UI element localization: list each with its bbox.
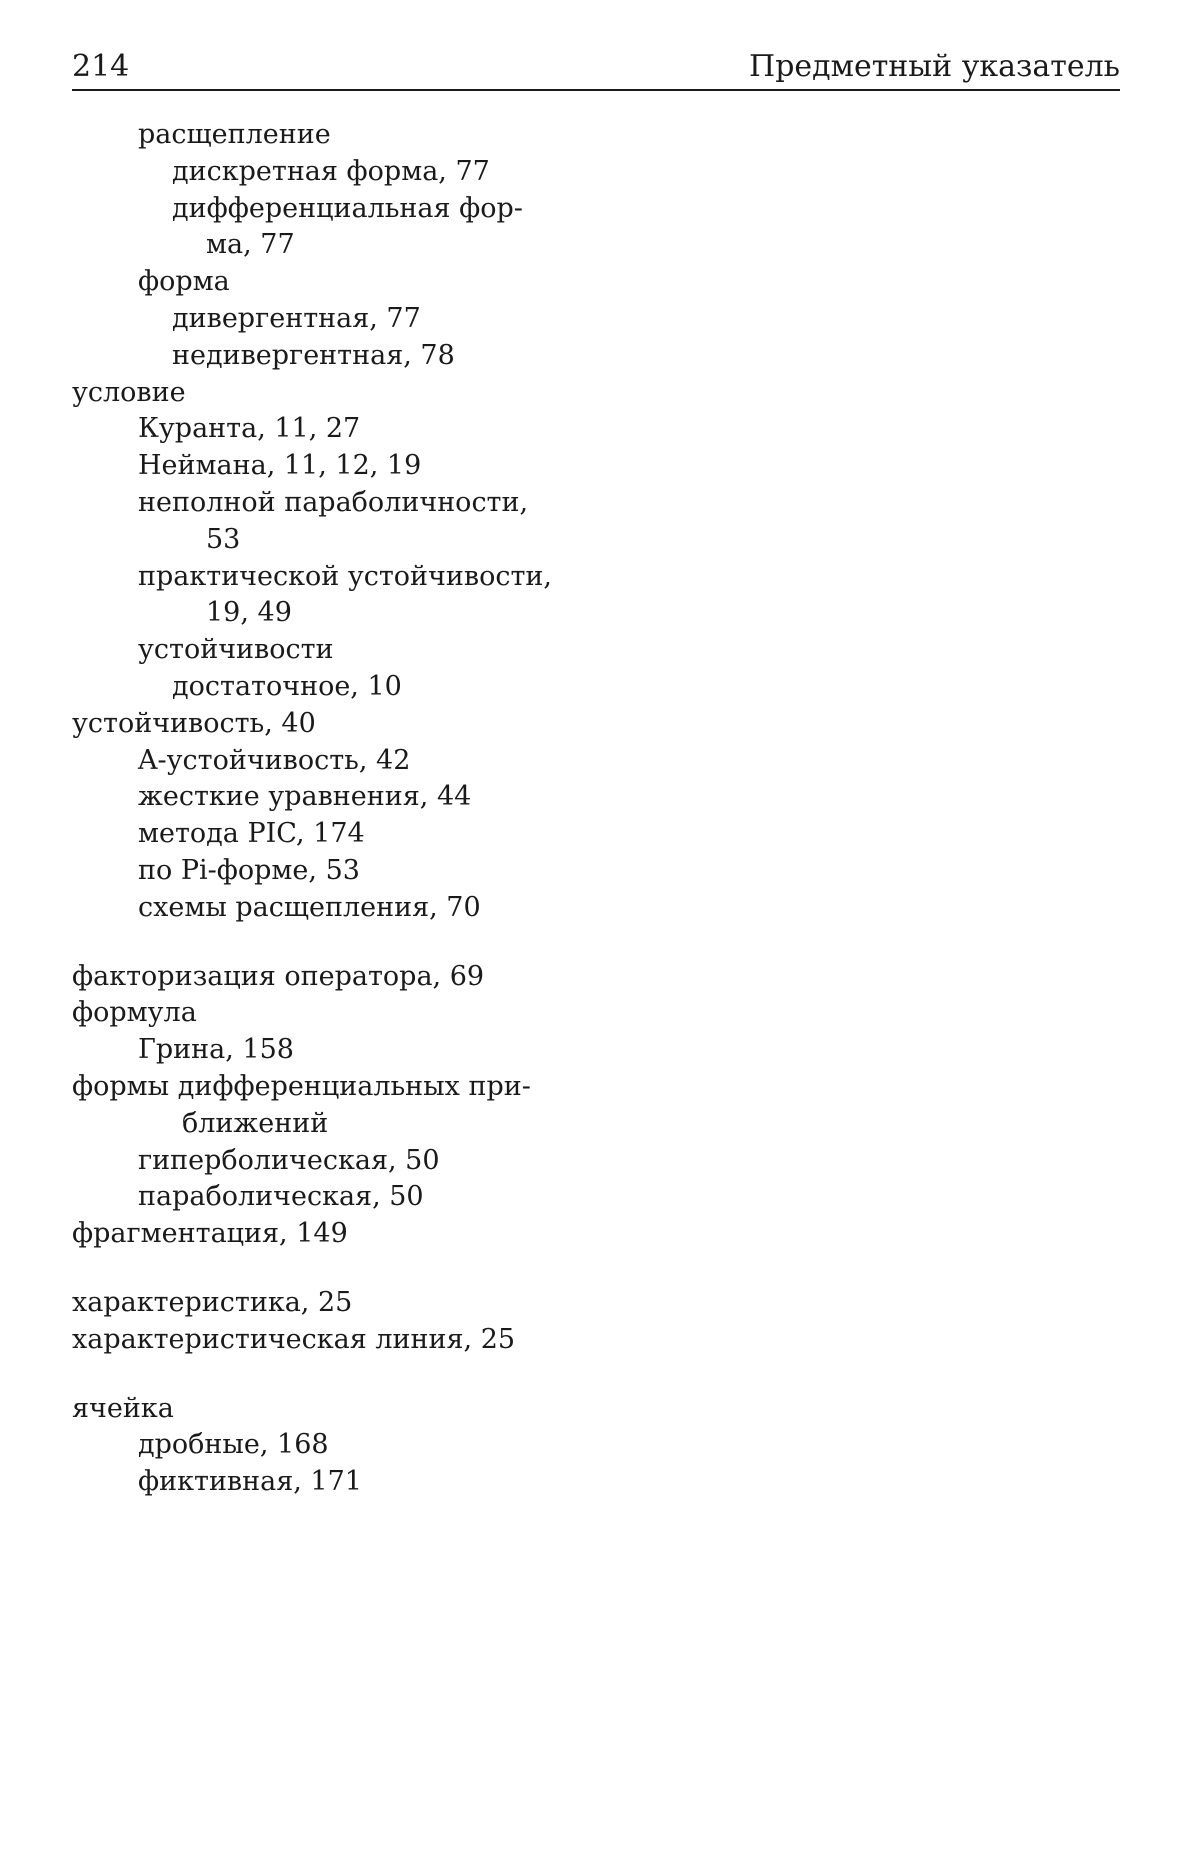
index-entry-level-0: формула	[72, 997, 197, 1029]
index-entry-level-0: условие	[72, 376, 186, 408]
index-entry-level-2: дивергентная, 77	[172, 302, 421, 334]
index-entry-continuation: ма, 77	[206, 229, 295, 261]
letter-group-gap	[72, 1359, 552, 1391]
index-entry-level-1: параболическая, 50	[138, 1181, 424, 1213]
index-entry-level-2: дифференциальная фор-	[172, 192, 523, 224]
index-entry-level-1: схемы расщепления, 70	[138, 891, 481, 923]
index-entry-level-1: неполной параболичности,	[138, 486, 529, 518]
index-entry-continuation: 53	[206, 523, 241, 555]
index-entry-level-1: Грина, 158	[138, 1034, 294, 1066]
index-entry-level-1: метода PIC, 174	[138, 818, 365, 850]
index-entry-level-1: практической устойчивости,	[138, 560, 552, 592]
index-entry-level-1: устойчивости	[138, 634, 334, 666]
page-header	[72, 44, 1120, 90]
index-entry-continuation: ближений	[182, 1107, 329, 1139]
index-entry-level-2: дискретная форма, 77	[172, 155, 490, 187]
index-entry-level-1: расщепление	[138, 119, 331, 150]
letter-group-gap	[72, 1253, 552, 1285]
index-entry-level-1: дробные, 168	[138, 1429, 329, 1461]
index-entry-level-1: фиктивная, 171	[138, 1466, 362, 1498]
index-entry-level-0: фрагментация, 149	[72, 1218, 348, 1250]
index-entry-level-0: ячейка	[72, 1392, 174, 1424]
index-entry-level-1: форма	[138, 266, 230, 298]
index-entry-level-1: жесткие уравнения, 44	[138, 781, 472, 813]
index-entry-level-2: недивергентная, 78	[172, 339, 455, 371]
index-entry-level-2: достаточное, 10	[172, 670, 402, 702]
letter-group-gap	[72, 927, 552, 959]
index-entry-level-1: Куранта, 11, 27	[138, 413, 361, 445]
index-entry-continuation: 19, 49	[206, 597, 292, 629]
index-entry-level-0: факторизация оператора, 69	[72, 960, 485, 992]
page-number: 214	[72, 49, 130, 84]
header-rule	[72, 89, 1120, 91]
running-title: Предметный указатель	[749, 49, 1120, 84]
index-entry-level-0: формы дифференциальных при-	[72, 1070, 531, 1102]
index-entry-level-1: A-устойчивость, 42	[138, 744, 411, 776]
subject-index	[72, 117, 552, 1501]
index-entry-level-1: Неймана, 11, 12, 19	[138, 450, 422, 482]
index-entry-level-1: по Pi-форме, 53	[138, 854, 360, 886]
index-entry-level-1: гиперболическая, 50	[138, 1144, 440, 1176]
index-entry-level-0: характеристика, 25	[72, 1286, 353, 1318]
index-entry-level-0: характеристическая линия, 25	[72, 1323, 516, 1355]
index-entry-level-0: устойчивость, 40	[72, 707, 316, 739]
